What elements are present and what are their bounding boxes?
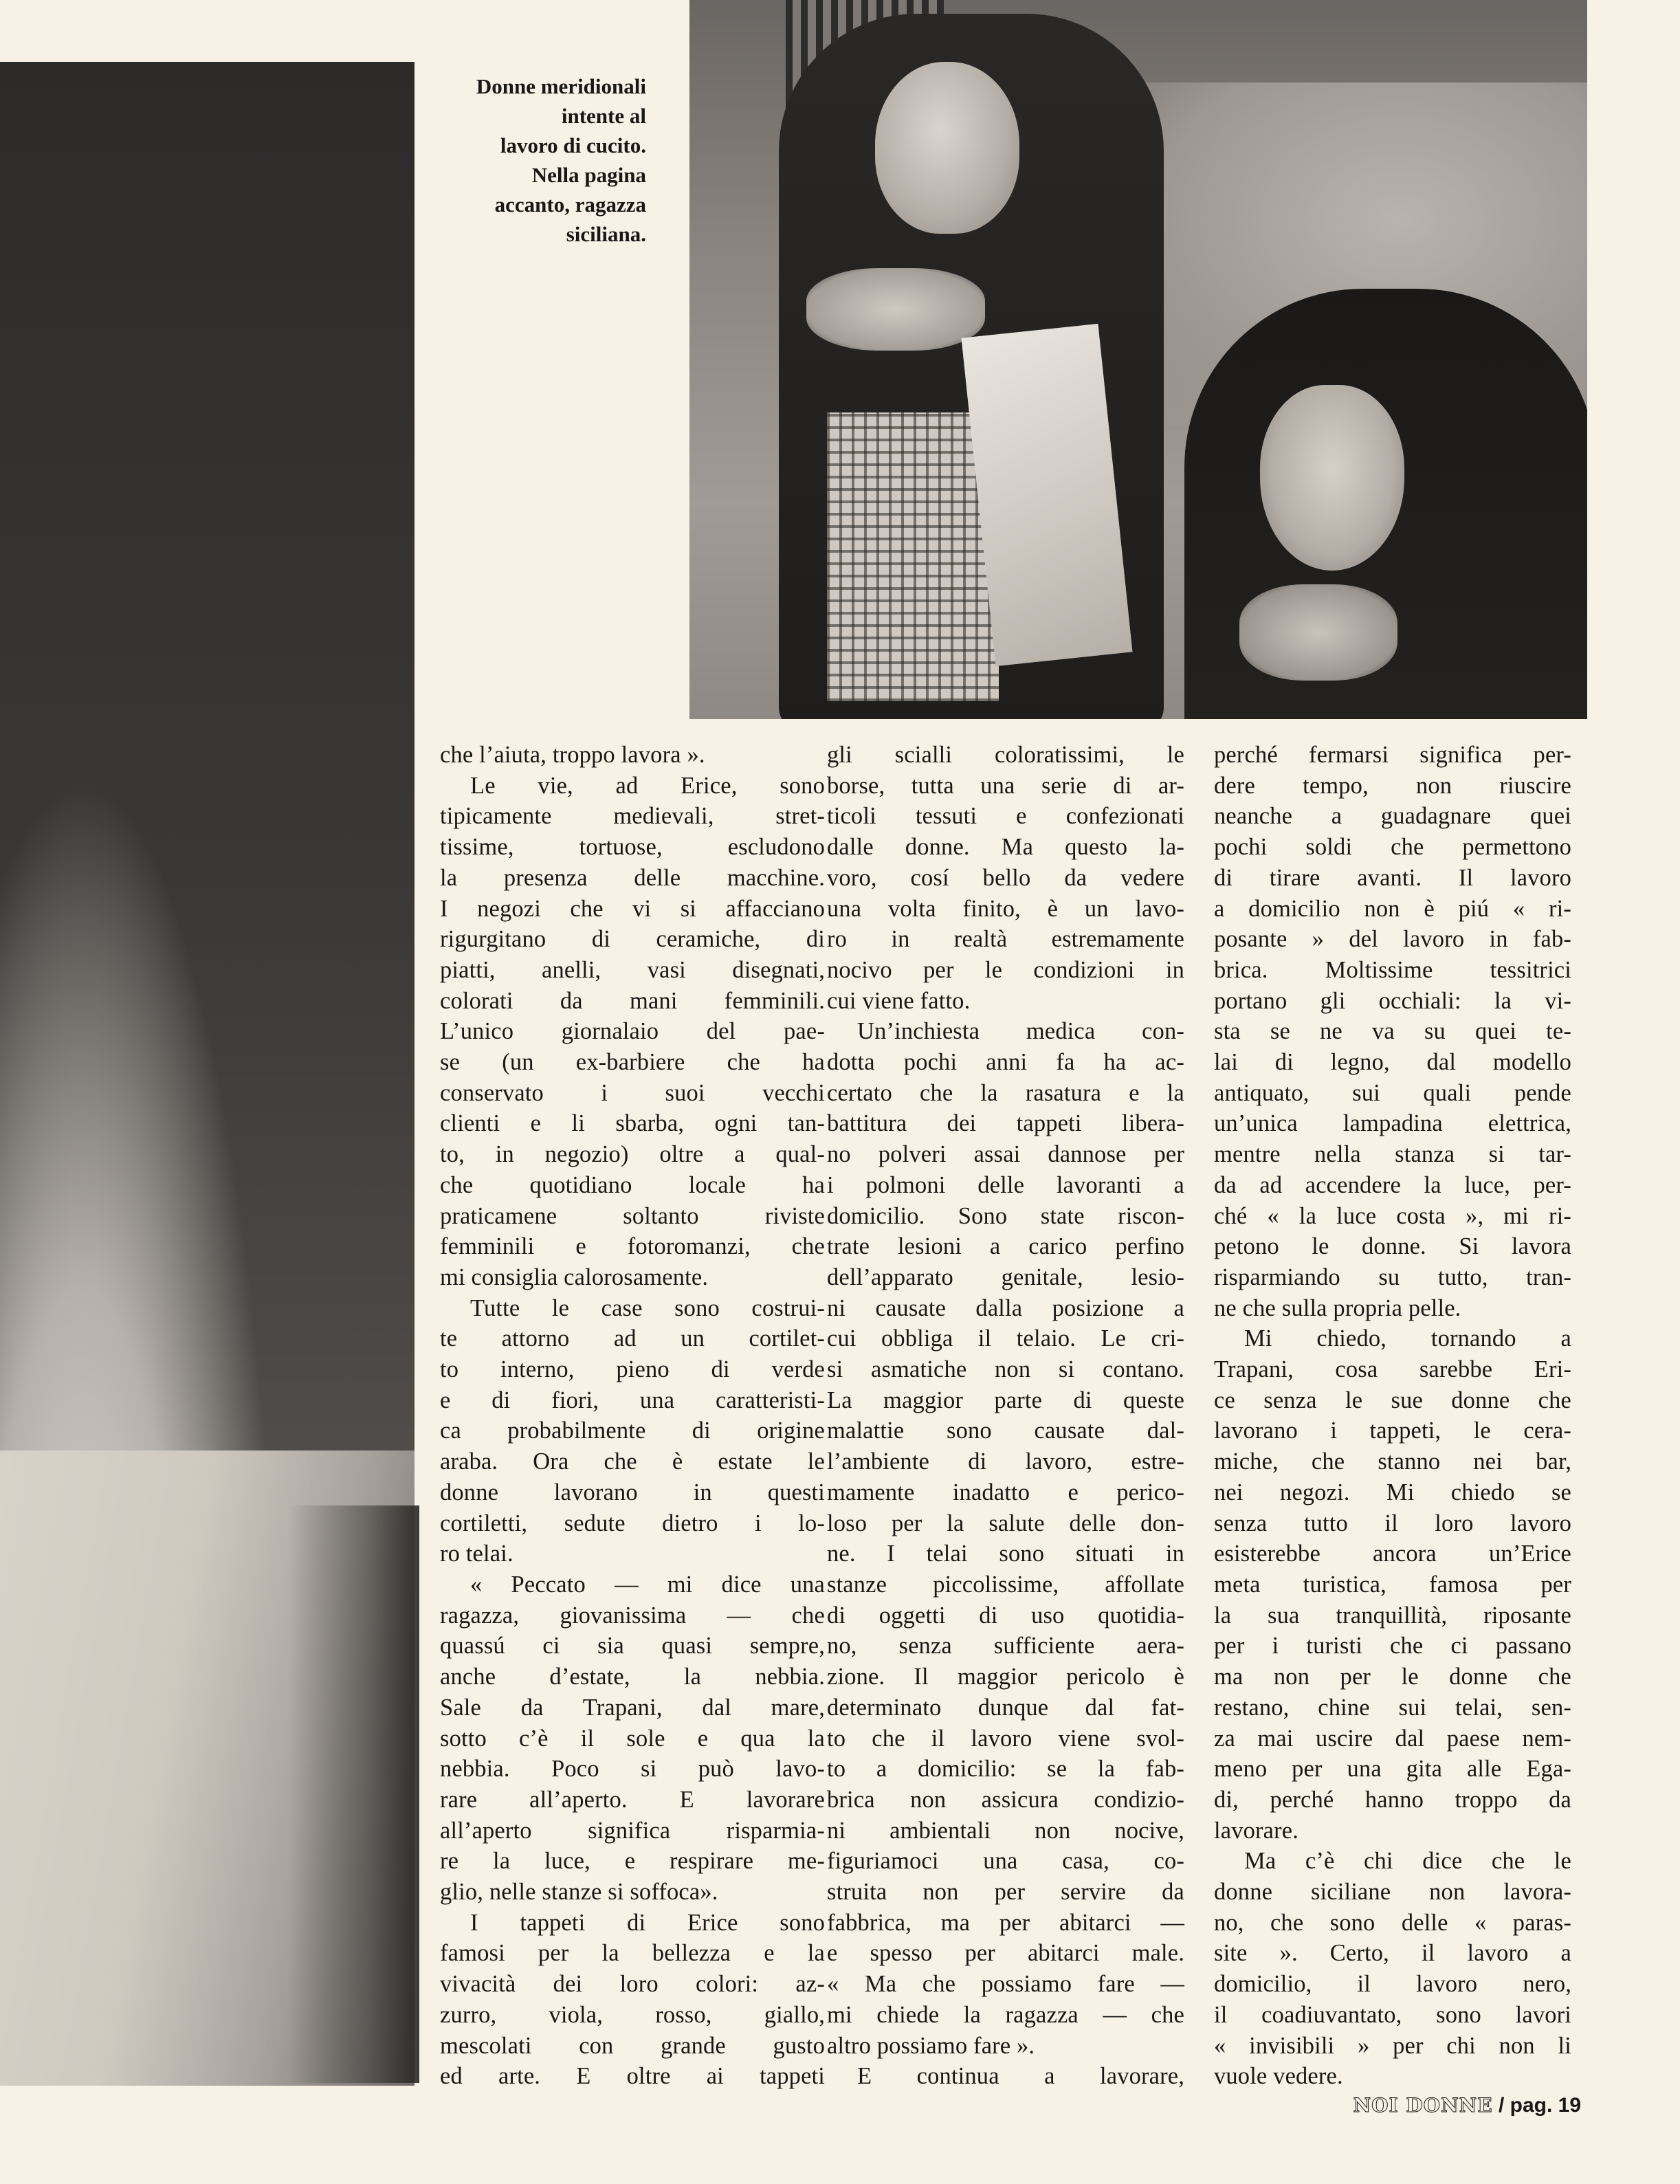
article-line: La maggior parte di queste (827, 1387, 1184, 1413)
article-column-1 (440, 740, 825, 2092)
article-line: restano, chine sui telai, sen- (1214, 1694, 1571, 1721)
article-line: meno per una gita alle Ega- (1214, 1756, 1571, 1783)
article-line: ni ambientali non nocive, (827, 1817, 1184, 1844)
article-line: l’ambiente di lavoro, estre- (827, 1448, 1184, 1475)
article-line: to che il lavoro viene svol- (827, 1725, 1184, 1752)
article-line: donne siciliane non lavora- (1214, 1879, 1571, 1906)
article-line: te attorno ad un cortilet- (440, 1325, 825, 1352)
article-line: rare all’aperto. E lavorare (440, 1786, 825, 1813)
article-line: lai di legno, dal modello (1214, 1049, 1571, 1076)
article-line: cui obbliga il telaio. Le cri- (827, 1325, 1184, 1352)
article-line: battitura dei tappeti libera- (827, 1110, 1184, 1137)
article-line: praticamene soltanto riviste (440, 1202, 825, 1229)
article-column-3 (1214, 740, 1571, 2092)
photo-young-woman-face (1260, 385, 1404, 571)
article-line: vivacità dei loro colori: az- (440, 1971, 825, 1998)
article-line: ed arte. E oltre ai tappeti (440, 2063, 825, 2090)
article-line: piatti, anelli, vasi disegnati, (440, 956, 825, 983)
article-line: Ma c’è chi dice che le (1244, 1848, 1571, 1875)
article-line: no, che sono delle « paras- (1214, 1909, 1571, 1936)
article-line: borse, tutta una serie di ar- (827, 772, 1184, 799)
caption-line: siciliana. (566, 222, 646, 246)
article-line: ma non per le donne che (1214, 1664, 1571, 1690)
article-line: a domicilio non è piú « ri- (1214, 895, 1571, 922)
article-line: dere tempo, non riuscire (1214, 772, 1571, 799)
article-line: pochi soldi che permettono (1214, 834, 1571, 861)
article-line: femminili e fotoromanzi, che (440, 1233, 825, 1260)
article-line: stanze piccolissime, affollate (827, 1571, 1184, 1598)
article-line: to a domicilio: se la fab- (827, 1756, 1184, 1783)
article-line: neanche a guadagnare quei (1214, 803, 1571, 830)
article-line: nebbia. Poco si può lavo- (440, 1756, 825, 1783)
article-line: « Ma che possiamo fare — (827, 1971, 1184, 1998)
article-line: esisterebbe ancora un’Erice (1214, 1541, 1571, 1567)
article-line: struita non per servire da (827, 1879, 1184, 1906)
article-line: risparmiando su tutto, tran- (1214, 1264, 1571, 1290)
article-line: di oggetti di uso quotidia- (827, 1602, 1184, 1629)
article-line: lavorano i tappeti, le cera- (1214, 1418, 1571, 1444)
article-line: ché « la luce costa », mi ri- (1214, 1202, 1571, 1229)
article-line: meta turistica, famosa per (1214, 1571, 1571, 1598)
article-line: nei negozi. Mi chiedo se (1214, 1479, 1571, 1505)
article-line: voro, cosí bello da vedere (827, 864, 1184, 891)
article-line: ragazza, giovanissima — che (440, 1602, 825, 1629)
photo-elderly-woman-hands (806, 268, 985, 351)
article-line: I negozi che vi si affacciano (440, 895, 825, 922)
article-line: perché fermarsi significa per- (1214, 742, 1571, 768)
article-line: fabbrica, ma per abitarci — (827, 1909, 1184, 1936)
article-line: ni causate dalla posizione a (827, 1294, 1184, 1321)
article-line: conservato i suoi vecchi (440, 1079, 825, 1106)
article-line: da ad accendere la luce, per- (1214, 1171, 1571, 1198)
article-line: miche, che stanno nei bar, (1214, 1448, 1571, 1475)
article-line: senza tutto il loro lavoro (1214, 1510, 1571, 1536)
photo-young-woman-hands (1239, 584, 1397, 681)
article-line: Un’inchiesta medica con- (857, 1018, 1184, 1045)
article-line: di tirare avanti. Il lavoro (1214, 864, 1571, 891)
caption-line: accanto, ragazza (494, 192, 646, 217)
article-line: « Peccato — mi dice una (470, 1571, 825, 1598)
article-line: za mai uscire dal paese nem- (1214, 1725, 1571, 1752)
article-line: petono le donne. Si lavora (1214, 1233, 1571, 1260)
article-column-2 (827, 740, 1184, 2092)
article-line: vuole vedere. (1214, 2063, 1343, 2090)
article-line: to interno, pieno di verde (440, 1356, 825, 1383)
photo-elderly-woman-face (875, 62, 1019, 234)
article-line: famosi per la bellezza e la (440, 1940, 825, 1967)
article-line: araba. Ora che è estate le (440, 1448, 825, 1475)
article-line: un’unica lampadina elettrica, (1214, 1110, 1571, 1137)
article-line: trate lesioni a carico perfino (827, 1233, 1184, 1260)
article-line: di, perché hanno troppo da (1214, 1786, 1571, 1813)
article-line: colorati da mani femminili. (440, 987, 825, 1014)
page-footer (1320, 2094, 1581, 2117)
article-line: che quotidiano locale ha (440, 1171, 825, 1198)
article-line: certato che la rasatura e la (827, 1079, 1184, 1106)
article-line: « invisibili » per chi non li (1214, 2032, 1571, 2059)
caption-line: intente al (561, 104, 646, 128)
article-line: glio, nelle stanze si soffoca». (440, 1879, 718, 1906)
article-line: Trapani, cosa sarebbe Eri- (1214, 1356, 1571, 1383)
article-line: la presenza delle macchine. (440, 864, 825, 891)
magazine-brand: NOI DONNE (1353, 2094, 1493, 2117)
article-line: dotta pochi anni fa ha ac- (827, 1049, 1184, 1076)
top-photo-women-sewing (689, 0, 1587, 719)
article-line: anche d’estate, la nebbia. (440, 1664, 825, 1690)
article-line: site ». Certo, il lavoro a (1214, 1940, 1571, 1967)
article-line: loso per la salute delle don- (827, 1510, 1184, 1536)
article-line: cui viene fatto. (827, 987, 971, 1014)
article-line: brica. Moltissime tessitrici (1214, 956, 1571, 983)
article-line: i polmoni delle lavoranti a (827, 1171, 1184, 1198)
article-line: all’aperto significa risparmia- (440, 1817, 825, 1844)
article-line: Le vie, ad Erice, sono (470, 772, 825, 799)
article-line: to, in negozio) oltre a qual- (440, 1141, 825, 1168)
photo-caption (385, 71, 646, 249)
article-line: Mi chiedo, tornando a (1244, 1325, 1571, 1352)
article-line: quassú ci sia quasi sempre, (440, 1633, 825, 1659)
article-line: zione. Il maggior pericolo è (827, 1664, 1184, 1690)
page-number: pag. 19 (1510, 2094, 1581, 2117)
footer-separator: / (1498, 2094, 1505, 2117)
caption-line: Donne meridionali (476, 74, 646, 98)
caption-line: Nella pagina (531, 163, 646, 187)
article-line: una volta finito, è un lavo- (827, 895, 1184, 922)
article-line: ro telai. (440, 1541, 513, 1567)
article-line: tissime, tortuose, escludono (440, 834, 825, 861)
article-line: mentre nella stanza si tar- (1214, 1141, 1571, 1168)
article-line: figuriamoci una casa, co- (827, 1848, 1184, 1875)
article-line: e spesso per abitarci male. (827, 1940, 1184, 1967)
article-line: altro possiamo fare ». (827, 2032, 1035, 2059)
article-line: mi consiglia calorosamente. (440, 1264, 709, 1290)
article-line: portano gli occhiali: la vi- (1214, 987, 1571, 1014)
article-line: sotto c’è il sole e qua la (440, 1725, 825, 1752)
article-line: cortiletti, sedute dietro i lo- (440, 1510, 825, 1536)
article-line: che l’aiuta, troppo lavora ». (440, 742, 705, 768)
article-line: ne che sulla propria pelle. (1214, 1294, 1461, 1321)
article-line: zurro, viola, rosso, giallo, (440, 2001, 825, 2028)
article-line: gli scialli coloratissimi, le (827, 742, 1184, 768)
caption-line: lavoro di cucito. (500, 133, 646, 157)
article-line: Sale da Trapani, dal mare, (440, 1694, 825, 1721)
article-line: ticoli tessuti e confezionati (827, 803, 1184, 830)
article-line: domicilio. Sono state riscon- (827, 1202, 1184, 1229)
article-line: e di fiori, una caratteristi- (440, 1387, 825, 1413)
article-line: se (un ex-barbiere che ha (440, 1049, 825, 1076)
left-photo-shadow (289, 1505, 419, 2083)
article-line: E continua a lavorare, (857, 2063, 1184, 2090)
article-line: la sua tranquillità, riposante (1214, 1602, 1571, 1629)
article-line: ro in realtà estremamente (827, 926, 1184, 953)
article-line: L’unico giornalaio del pae- (440, 1018, 825, 1045)
article-line: sta se ne va su quei te- (1214, 1018, 1571, 1045)
article-line: donne lavorano in questi (440, 1479, 825, 1505)
article-line: I tappeti di Erice sono (470, 1909, 825, 1936)
article-line: il coadiuvantato, sono lavori (1214, 2001, 1571, 2028)
article-line: re la luce, e respirare me- (440, 1848, 825, 1875)
article-line: clienti e li sbarba, ogni tan- (440, 1110, 825, 1137)
article-line: ne. I telai sono situati in (827, 1541, 1184, 1567)
article-line: posante » del lavoro in fab- (1214, 926, 1571, 953)
article-line: mamente inadatto e perico- (827, 1479, 1184, 1505)
article-line: ce senza le sue donne che (1214, 1387, 1571, 1413)
article-line: malattie sono causate dal- (827, 1418, 1184, 1444)
left-photo (0, 62, 415, 2086)
article-line: per i turisti che ci passano (1214, 1633, 1571, 1659)
article-line: antiquato, sui quali pende (1214, 1079, 1571, 1106)
article-line: no, senza sufficiente aera- (827, 1633, 1184, 1659)
article-line: Tutte le case sono costrui- (470, 1294, 825, 1321)
article-line: tipicamente medievali, stret- (440, 803, 825, 830)
article-line: determinato dunque dal fat- (827, 1694, 1184, 1721)
article-line: domicilio, il lavoro nero, (1214, 1971, 1571, 1998)
article-line: ca probabilmente di origine (440, 1418, 825, 1444)
article-line: si asmatiche non si contano. (827, 1356, 1184, 1383)
article-line: dalle donne. Ma questo la- (827, 834, 1184, 861)
article-line: dell’apparato genitale, lesio- (827, 1264, 1184, 1290)
article-line: mescolati con grande gusto (440, 2032, 825, 2059)
article-line: lavorare. (1214, 1817, 1298, 1844)
article-line: nocivo per le condizioni in (827, 956, 1184, 983)
article-line: no polveri assai dannose per (827, 1141, 1184, 1168)
article-line: mi chiede la ragazza — che (827, 2001, 1184, 2028)
article-line: brica non assicura condizio- (827, 1786, 1184, 1813)
article-line: rigurgitano di ceramiche, di (440, 926, 825, 953)
